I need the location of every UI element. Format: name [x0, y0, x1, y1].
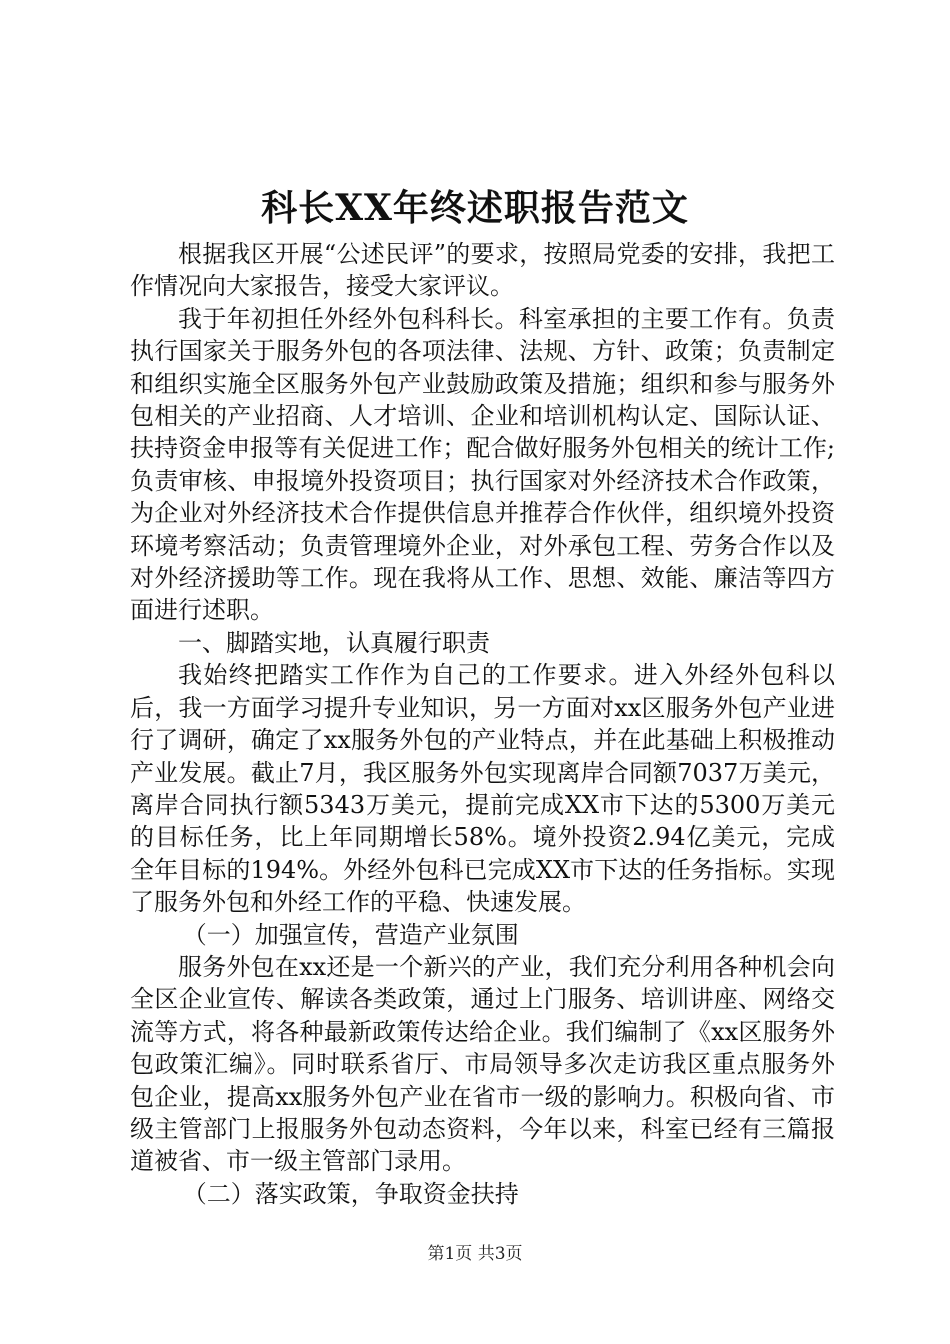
- paragraph-publicity: 服务外包在xx还是一个新兴的产业，我们充分利用各种机会向全区企业宣传、解读各类政策，通过上门服务、培训讲座、网络交流等方式，将各种最新政策传达给企业。我们编制了《xx区服务外包政策汇编》。同时联系省厅、市局领导多次走访我区重点服务外包企业，提高xx服务外包产业在省市一级的影响力。积极向省、市级主管部门上报服务外包动态资料，今年以来，科室已经有三篇报道被省、市一级主管部门录用。: [130, 952, 835, 1176]
- document-title: 科长XX年终述职报告范文: [261, 187, 689, 229]
- paragraph-work-results: 我始终把踏实工作作为自己的工作要求。进入外经外包科以后，我一方面学习提升专业知识，另一方面对xx区服务外包产业进行了调研，确定了xx服务外包的产业特点，并在此基础上积极推动产业发展。截止7月，我区服务外包实现离岸合同额7037万美元，离岸合同执行额5343万美元，提前完成XX市下达的5300万美元的目标任务，比上年同期增长58%。境外投资2.94亿美元，完成全年目标的194%。外经外包科已完成XX市下达的任务指标。实现了服务外包和外经工作的平稳、快速发展。: [130, 661, 835, 917]
- section-heading-1: 一、脚踏实地，认真履行职责: [178, 628, 490, 657]
- paragraph-duties: 我于年初担任外经外包科科长。科室承担的主要工作有。负责执行国家关于服务外包的各项法律、法规、方针、政策；负责制定和组织实施全区服务外包产业鼓励政策及措施；组织和参与服务外包相关的产业招商、人才培训、企业和培训机构认定、国际认证、扶持资金申报等有关促进工作；配合做好服务外包相关的统计工作;负责审核、申报境外投资项目；执行国家对外经济技术合作政策，为企业对外经济技术合作提供信息并推荐合作伙伴，组织境外投资环境考察活动；负责管理境外企业，对外承包工程、劳务合作以及对外经济援助等工作。现在我将从工作、思想、效能、廉洁等四方面进行述职。: [130, 304, 835, 625]
- document-body: [130, 238, 835, 1210]
- subsection-heading-1: （一）加强宣传，营造产业氛围: [182, 920, 519, 949]
- paragraph-intro: 根据我区开展“公述民评”的要求，按照局党委的安排，我把工作情况向大家报告，接受大家评议。: [130, 240, 835, 301]
- subsection-heading-2: （二）落实政策，争取资金扶持: [182, 1179, 519, 1208]
- page-footer: 第1页 共3页: [427, 1244, 523, 1264]
